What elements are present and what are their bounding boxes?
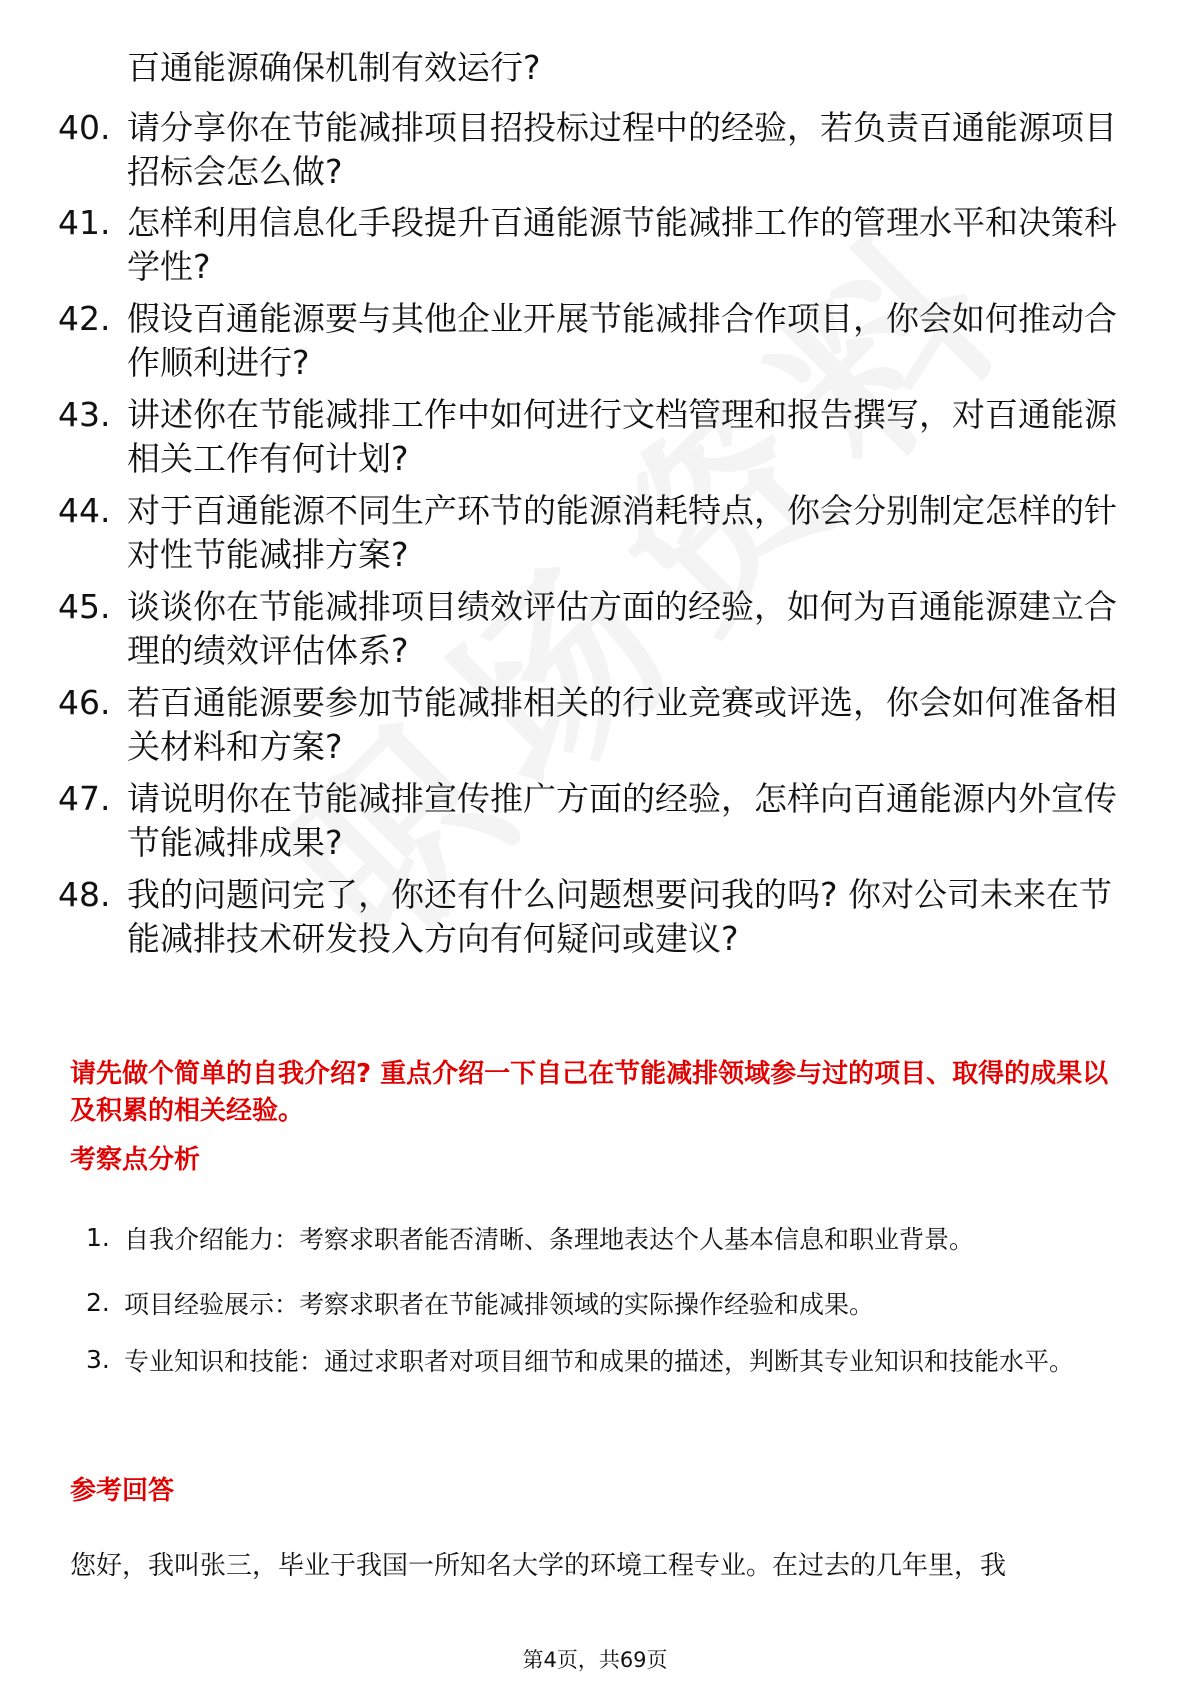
question-text: 讲述你在节能减排工作中如何进行文档管理和报告撰写，对百通能源相关工作有何计划? <box>127 395 1117 478</box>
list-item <box>58 777 1118 865</box>
list-item <box>86 1288 1116 1322</box>
item-number: 2. <box>86 1288 110 1317</box>
list-item <box>58 201 1118 289</box>
list-item <box>86 1223 1116 1257</box>
item-number: 1. <box>86 1223 110 1252</box>
question-number: 40. <box>58 108 111 147</box>
question-text: 谈谈你在节能减排项目绩效评估方面的经验，如何为百通能源建立合理的绩效评估体系? <box>127 587 1117 670</box>
item-text: 专业知识和技能：通过求职者对项目细节和成果的描述，判断其专业知识和技能水平。 <box>124 1347 1075 1376</box>
page-footer: 第4页，共69页 <box>522 1648 668 1672</box>
question-number: 48. <box>58 875 111 914</box>
item-text: 自我介绍能力：考察求职者能否清晰、条理地表达个人基本信息和职业背景。 <box>124 1225 975 1254</box>
list-item <box>58 681 1118 769</box>
question-number: 46. <box>58 683 111 722</box>
item-text: 项目经验展示：考察求职者在节能减排领域的实际操作经验和成果。 <box>124 1290 875 1319</box>
list-item <box>58 297 1118 385</box>
question-number: 45. <box>58 587 111 626</box>
question-text: 假设百通能源要与其他企业开展节能减排合作项目，你会如何推动合作顺利进行? <box>127 299 1117 382</box>
list-item <box>58 46 1118 90</box>
question-number: 42. <box>58 299 111 338</box>
list-item <box>58 585 1118 673</box>
list-item <box>58 489 1118 577</box>
question-text: 百通能源确保机制有效运行? <box>127 48 541 87</box>
question-number: 44. <box>58 491 111 530</box>
question-text: 请说明你在节能减排宣传推广方面的经验，怎样向百通能源内外宣传节能减排成果? <box>127 779 1117 862</box>
reference-heading: 参考回答 <box>70 1476 175 1506</box>
list-item <box>58 873 1118 961</box>
list-item <box>58 393 1118 481</box>
interview-prompt: 请先做个简单的自我介绍? 重点介绍一下自己在节能减排领域参与过的项目、取得的成果以及积累的相关经验。 <box>70 1059 1109 1126</box>
list-item <box>86 1332 1116 1392</box>
question-number: 41. <box>58 203 111 242</box>
question-number: 43. <box>58 395 111 434</box>
answer-text: 您好，我叫张三，毕业于我国一所知名大学的环境工程专业。在过去的几年里，我 <box>70 1551 1007 1581</box>
list-item <box>58 106 1118 194</box>
question-text: 对于百通能源不同生产环节的能源消耗特点，你会分别制定怎样的针对性节能减排方案? <box>127 491 1117 574</box>
question-text: 若百通能源要参加节能减排相关的行业竞赛或评选，你会如何准备相关材料和方案? <box>127 683 1117 766</box>
analysis-heading: 考察点分析 <box>70 1145 201 1175</box>
question-text: 怎样利用信息化手段提升百通能源节能减排工作的管理水平和决策科学性? <box>127 203 1117 286</box>
question-text: 我的问题问完了，你还有什么问题想要问我的吗? 你对公司未来在节能减排技术研发投入方向有何疑问或建议? <box>127 875 1113 958</box>
item-number: 3. <box>86 1345 110 1374</box>
question-number: 47. <box>58 779 111 818</box>
question-text: 请分享你在节能减排项目招投标过程中的经验，若负责百通能源项目招标会怎么做? <box>127 108 1117 191</box>
